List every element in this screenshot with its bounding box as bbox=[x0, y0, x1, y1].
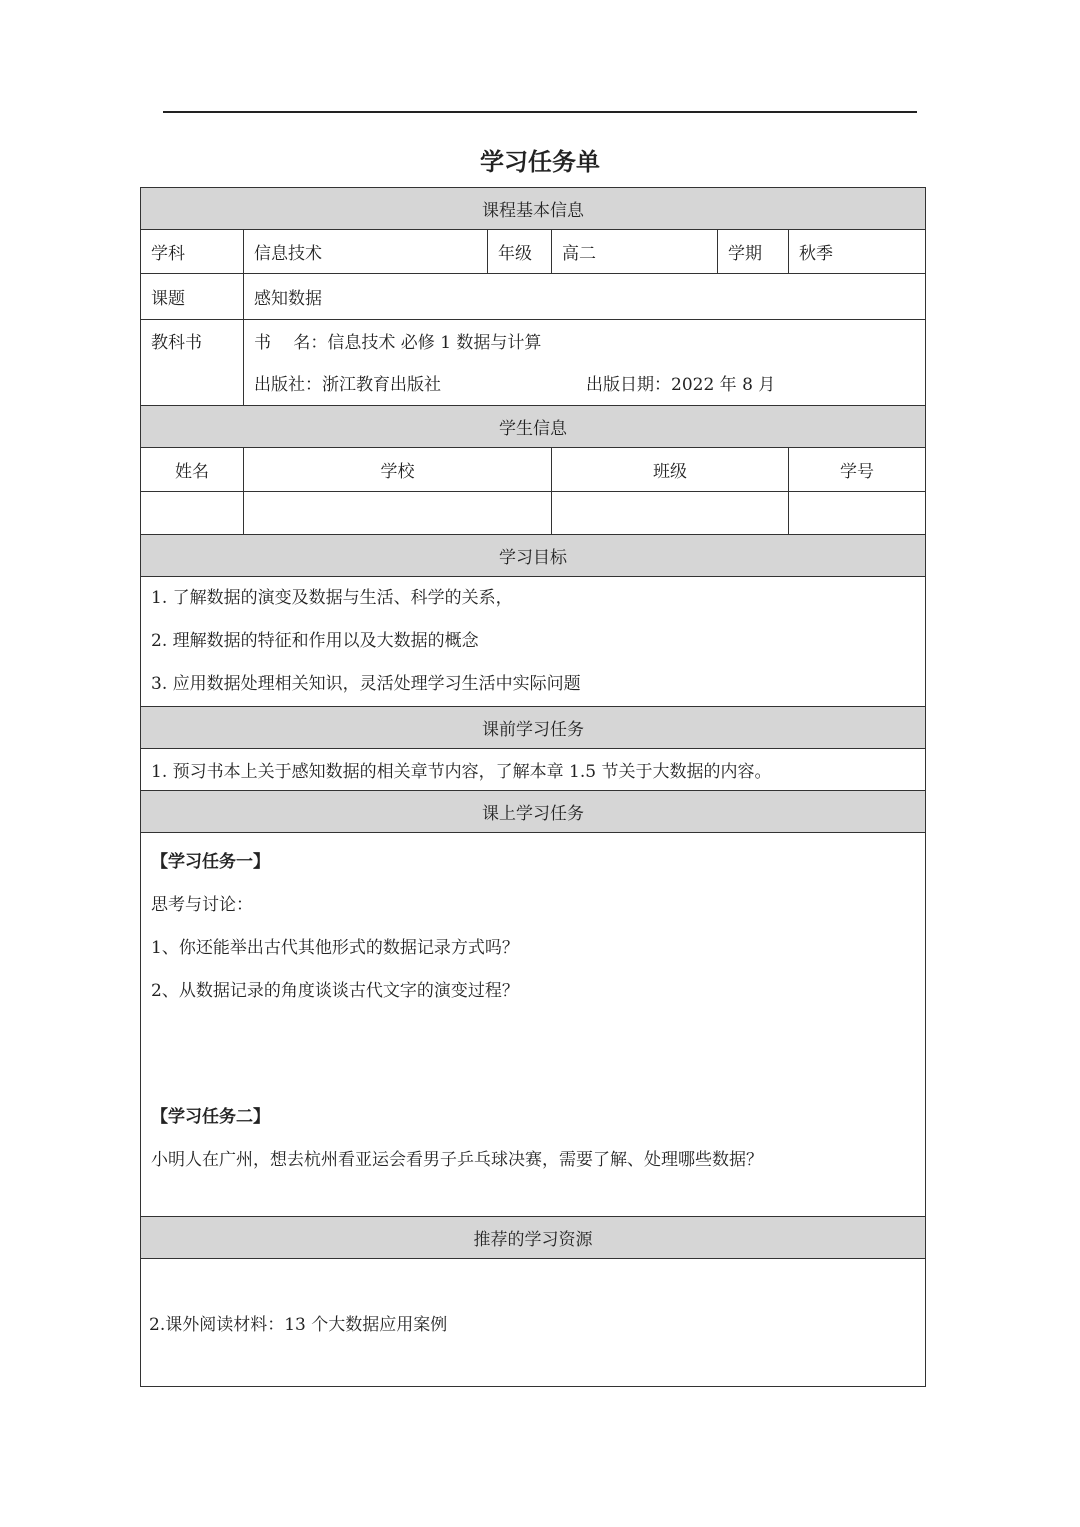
pre-class-item: 1. 预习书本上关于感知数据的相关章节内容，了解本章 1.5 节关于大数据的内容。 bbox=[141, 749, 926, 791]
student-id-field[interactable] bbox=[789, 492, 926, 535]
task-sheet-table bbox=[140, 187, 926, 1387]
resources-content bbox=[141, 1259, 926, 1387]
answer-space[interactable] bbox=[151, 1013, 915, 1096]
textbook-info bbox=[244, 320, 926, 406]
objectives-list bbox=[141, 577, 926, 707]
publisher: 出版社：浙江教育出版社 bbox=[254, 375, 441, 395]
objectives-header: 学习目标 bbox=[141, 535, 926, 577]
grade-label: 年级 bbox=[488, 230, 552, 274]
topic-value: 感知数据 bbox=[244, 274, 926, 320]
in-class-header: 课上学习任务 bbox=[141, 791, 926, 833]
textbook-name-line: 书 名：信息技术 必修 1 数据与计算 bbox=[254, 333, 542, 353]
col-student-id: 学号 bbox=[789, 448, 926, 492]
school-field[interactable] bbox=[244, 492, 552, 535]
name-field[interactable] bbox=[141, 492, 244, 535]
textbook-label: 教科书 bbox=[141, 320, 244, 406]
task2-text: 小明人在广州，想去杭州看亚运会看男子乒乓球决赛，需要了解、处理哪些数据？ bbox=[151, 1150, 763, 1170]
course-info-header: 课程基本信息 bbox=[141, 188, 926, 230]
in-class-content bbox=[141, 833, 926, 1217]
task2-title: 【学习任务二】 bbox=[151, 1107, 270, 1127]
task1-line: 1、你还能举出古代其他形式的数据记录方式吗？ bbox=[151, 938, 519, 958]
task1-title: 【学习任务一】 bbox=[151, 852, 270, 872]
document-title: 学习任务单 bbox=[480, 148, 600, 176]
col-name: 姓名 bbox=[141, 448, 244, 492]
subject-value: 信息技术 bbox=[244, 230, 488, 274]
student-info-header: 学生信息 bbox=[141, 406, 926, 448]
objective-item: 2. 理解数据的特征和作用以及大数据的概念 bbox=[151, 631, 479, 651]
subject-label: 学科 bbox=[141, 230, 244, 274]
task1-line: 2、从数据记录的角度谈谈古代文字的演变过程？ bbox=[151, 981, 519, 1001]
header-rule bbox=[163, 111, 917, 113]
pre-class-header: 课前学习任务 bbox=[141, 707, 926, 749]
topic-label: 课题 bbox=[141, 274, 244, 320]
objective-item: 3. 应用数据处理相关知识，灵活处理学习生活中实际问题 bbox=[151, 674, 581, 694]
col-class: 班级 bbox=[552, 448, 789, 492]
col-school: 学校 bbox=[244, 448, 552, 492]
term-value: 秋季 bbox=[789, 230, 926, 274]
grade-value: 高二 bbox=[552, 230, 718, 274]
objective-item: 1. 了解数据的演变及数据与生活、科学的关系， bbox=[151, 588, 513, 608]
task1-line: 思考与讨论： bbox=[151, 895, 253, 915]
resource-item: 2.课外阅读材料：13 个大数据应用案例 bbox=[149, 1315, 448, 1335]
term-label: 学期 bbox=[718, 230, 789, 274]
class-field[interactable] bbox=[552, 492, 789, 535]
publish-date: 出版日期：2022 年 8 月 bbox=[586, 375, 776, 395]
publisher-line bbox=[254, 370, 915, 395]
resources-header: 推荐的学习资源 bbox=[141, 1217, 926, 1259]
